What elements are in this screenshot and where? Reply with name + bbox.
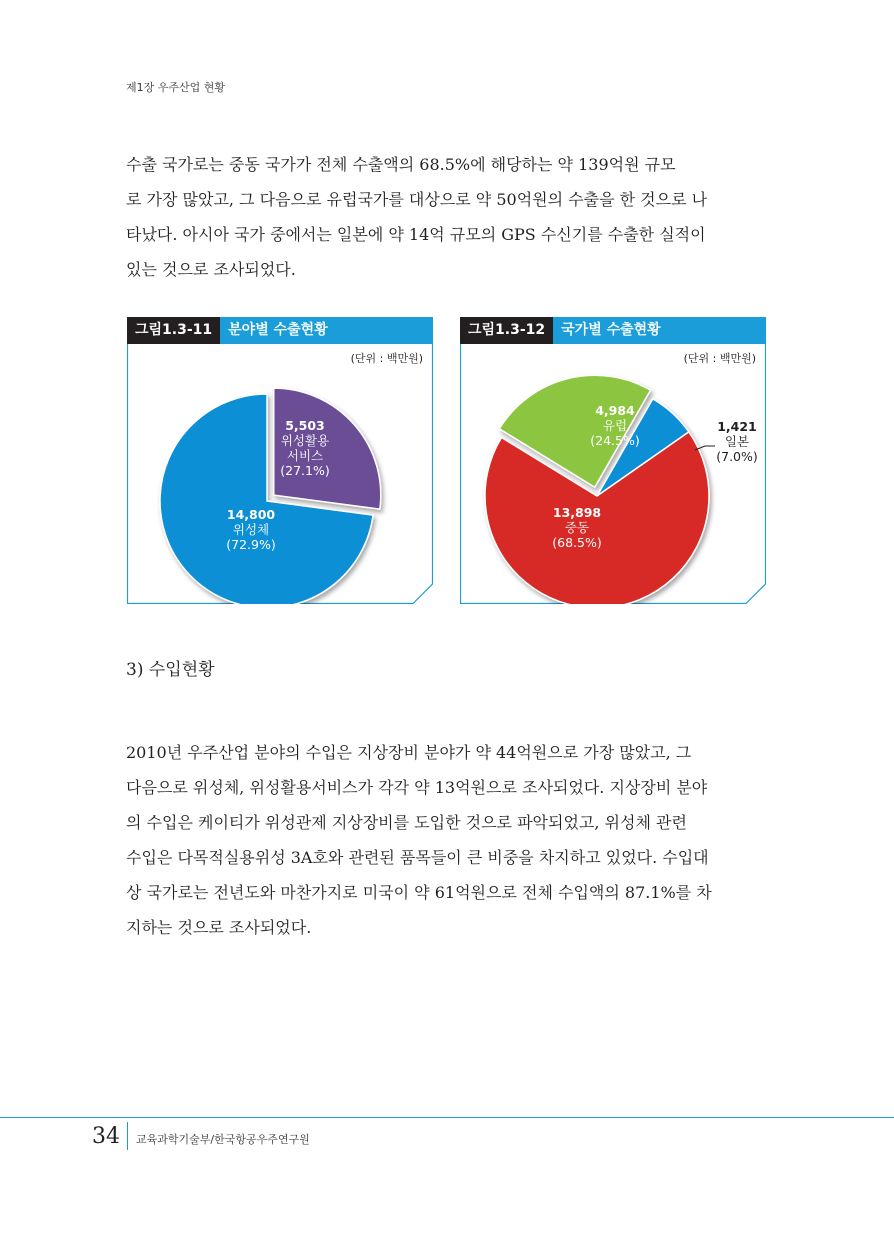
- pie-chart: [127, 344, 433, 604]
- paragraph-line: 수입은 다목적실용위성 3A호와 관련된 품목들이 큰 비중을 차지하고 있었다. 수입대: [126, 848, 709, 867]
- paragraph-line: 다음으로 위성체, 위성활용서비스가 각각 약 13억원으로 조사되었다. 지상장비 분야: [126, 778, 708, 797]
- paragraph-line: 지하는 것으로 조사되었다.: [126, 918, 312, 937]
- paragraph-line: 수출 국가로는 중동 국가가 전체 수출액의 68.5%에 해당하는 약 139억원 규모: [126, 155, 676, 174]
- page-number: 34: [92, 1124, 120, 1149]
- paragraph-line: 타났다. 아시아 국가 중에서는 일본에 약 14억 규모의 GPS 수신기를 수출한 실적이: [126, 225, 706, 244]
- paragraph-export-countries: [126, 147, 772, 287]
- footer-separator: [127, 1122, 128, 1150]
- slice-label: 14,800 위성체 (72.9%): [226, 507, 276, 552]
- figure-export-by-field: [127, 317, 433, 604]
- chapter-header: 제1장 우주산업 현황: [126, 81, 225, 94]
- figure-title: 국가별 수출현황: [561, 322, 661, 338]
- paragraph-line: 2010년 우주산업 분야의 수입은 지상장비 분야가 약 44억원으로 가장 많았고, 그: [126, 743, 692, 762]
- pie-chart: [460, 344, 766, 604]
- footer-divider: [0, 1117, 894, 1118]
- figure-number: 그림1.3-11: [127, 317, 220, 344]
- paragraph-imports: [126, 735, 772, 945]
- figure-export-by-country: [460, 317, 766, 604]
- figure-number: 그림1.3-12: [460, 317, 553, 344]
- figure-title: 분야별 수출현황: [228, 322, 328, 338]
- slice-label: 5,503 위성활용 서비스 (27.1%): [280, 418, 330, 478]
- paragraph-line: 상 국가로는 전년도와 마찬가지로 미국이 약 61억원으로 전체 수입액의 87.1%를 차: [126, 883, 712, 902]
- unit-label: (단위 : 백만원): [350, 352, 423, 365]
- unit-label: (단위 : 백만원): [683, 352, 756, 365]
- slice-label: 13,898 중동 (68.5%): [552, 505, 602, 550]
- slice-label: 1,421 일본 (7.0%): [716, 419, 758, 464]
- section-title: 3) 수입현황: [126, 660, 215, 680]
- paragraph-line: 의 수입은 케이티가 위성관제 지상장비를 도입한 것으로 파악되었고, 위성체 관련: [126, 813, 687, 832]
- footer-organization: 교육과학기술부/한국항공우주연구원: [136, 1133, 310, 1146]
- paragraph-line: 있는 것으로 조사되었다.: [126, 260, 296, 279]
- paragraph-line: 로 가장 많았고, 그 다음으로 유럽국가를 대상으로 약 50억원의 수출을 한 것으로 나: [126, 190, 708, 209]
- slice-label: 4,984 유럽 (24.5%): [590, 403, 640, 448]
- figure-title-bar: [460, 317, 766, 344]
- figure-title-bar: [127, 317, 433, 344]
